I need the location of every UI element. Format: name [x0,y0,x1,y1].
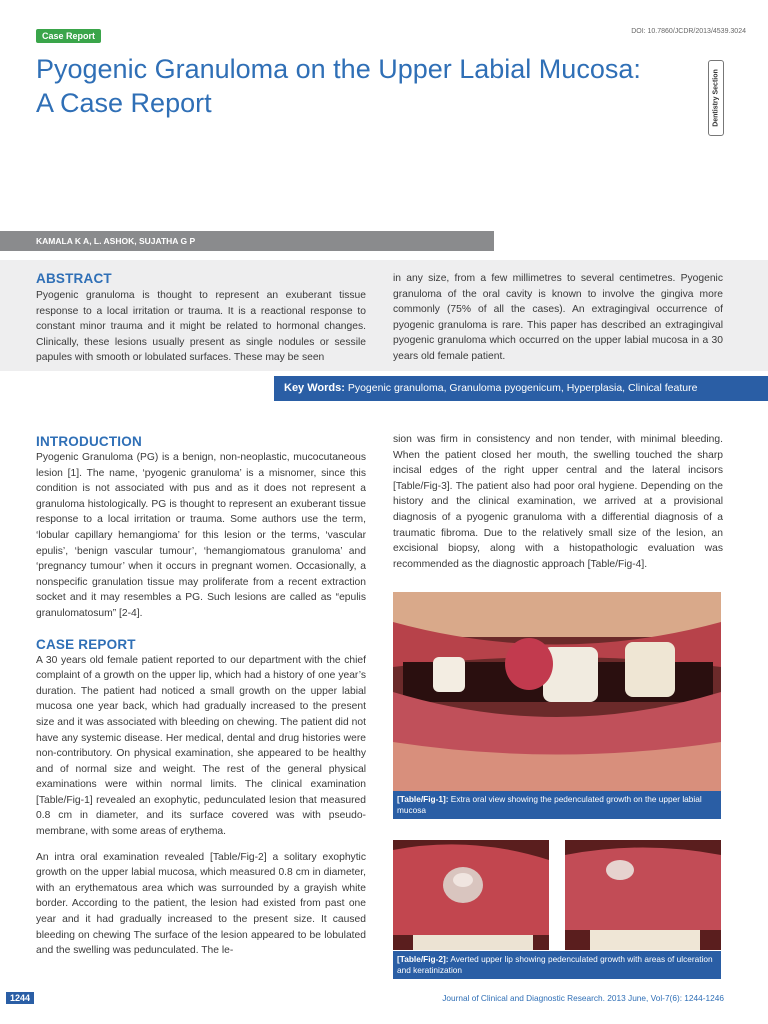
figure-2-caption [393,951,721,979]
article-title: Pyogenic Granuloma on the Upper Labial Mucosa: A Case Report [36,54,641,118]
section-tag [708,60,724,136]
introduction-text: Pyogenic Granuloma (PG) is a benign, non-neoplastic, mucocutaneous lesion [1]. The name, ‘pyogenic granuloma’ is a misnomer, since this condition is not associated with pus and as it does not represent a granuloma histologically. PG is thought to represent an exuberant tissue response to a local irritation or trauma. Some authors use the term, ‘lobular capillary hemangioma’ for this lesion or the terms, ‘vascular epulis’, ‘benign vascular tumour’, ‘hemangiomatous granuloma’ and ‘pregnancy tumour’ when it occurs in pregnant women. Occasionally, a nonspecific granulation tissue may proliferate from a recent extraction socket and it may resembles a PG. Such lesions are called as “epulis granulomatosum” [2-4]. [36,452,366,619]
section-tag-label: Dentistry Section [712,69,720,127]
figure-2-label: [Table/Fig-2]: [397,954,449,964]
body-left-column [36,434,366,959]
body-right-column [393,432,723,572]
figure-2b-photo [565,840,721,950]
abstract-right [393,271,723,365]
page-number: 1244 [6,992,34,1004]
figure-1-caption-text: Extra oral view showing the pedenculated growth on the upper labial mucosa [397,794,702,815]
doi-text[interactable]: DOI: 10.7860/JCDR/2013/4539.3024 [631,28,746,35]
case-report-right-text: sion was firm in consistency and non tender, with minimal bleeding. When the patient closed her mouth, the swelling touched the sharp incisal edges of the right upper central and the lateral incisors [Table/Fig-3]. The patient also had poor oral hygiene. Depending on the history and the clinical examination, we arrived at a provisional diagnosis of a pyogenic granuloma with a differential diagnosis of a traumatic fibroma. Due to the relatively small size of the lesion, an excisional biopsy, along with a histopathologic evaluation was recommended as the diagnostic approach [Table/Fig-4]. [393,434,723,570]
figure-2-caption-text: Averted upper lip showing pedenculated growth with areas of ulceration and keratinization [397,954,713,975]
case-report-para-2: An intra oral examination revealed [Table/Fig-2] a solitary exophytic growth on the upper labial mucosa, which measured 0.8 cm in diameter, with an erythematous area which was surrounded by a grayish white border. According to the patient, the lesion had existed from past one year and it had gradually increased to the present size. It caused bleeding on chewing The surface of the lesion appeared to be lobulated and the swelling was pedunculated. The le- [36,851,366,957]
figure-1-image [393,592,721,791]
abstract-text-right: in any size, from a few millimetres to several centimetres. Pyogenic granuloma of the oral cavity is known to involve the gingiva more commonly (75% of all the cases). An extragingival occurrence of pyogenic granuloma is rare. This paper has described an extragingival pyogenic granuloma which occurred on the upper labial mucosa in a 30 years old female patient. [393,273,723,362]
abstract-left [36,271,366,366]
journal-footer: Journal of Clinical and Diagnostic Research. 2013 June, Vol-7(6): 1244-1246 [442,993,724,1003]
figure-1-photo [393,592,721,791]
abstract-text-left: Pyogenic granuloma is thought to represent an exuberant tissue response to a local irritation or trauma. It is a reactional response to constant minor trauma and it might be related to hormonal changes. Clinically, these lesions usually present as single nodules or sessile papules with smooth or lobulated surfaces. These may be seen [36,290,366,364]
figure-2a-image [393,840,549,950]
figure-2a-photo [393,840,549,950]
figure-2b-image [565,840,721,950]
keywords-label: Key Words: [284,382,345,394]
keywords-text: Pyogenic granuloma, Granuloma pyogenicum, Hyperplasia, Clinical feature [347,382,698,394]
abstract-heading: ABSTRACT [36,271,112,286]
introduction-heading: INTRODUCTION [36,434,142,449]
keywords-bar [274,376,768,401]
case-report-para-1: A 30 years old female patient reported to our department with the chief complaint of a growth on the upper lip, which had a history of one year’s duration. The patient had noticed a small growth on the upper labial mucosa one year back, which had gradually increased to the present size and it was associated with bleeding on chewing. The patient did not have any systemic disease. Her medical, dental and drug histories were non-contributory. On physical examination, she appeared to be healthy and of normal size and weight. The rest of the general physical examinations were within normal limits. The clinical examination [Table/Fig-1] revealed an exophytic, pedunculated lesion that measured 0.8 cm in diameter, and its surface covered was with pseudo-membrane, with some areas of erythema. [36,654,366,838]
case-report-heading: CASE REPORT [36,636,136,652]
figure-1-caption [393,791,721,819]
authors-bar: KAMALA K A, L. ASHOK, SUJATHA G P [0,231,494,251]
article-type-badge: Case Report [36,29,101,43]
figure-1-label: [Table/Fig-1]: [397,794,449,804]
